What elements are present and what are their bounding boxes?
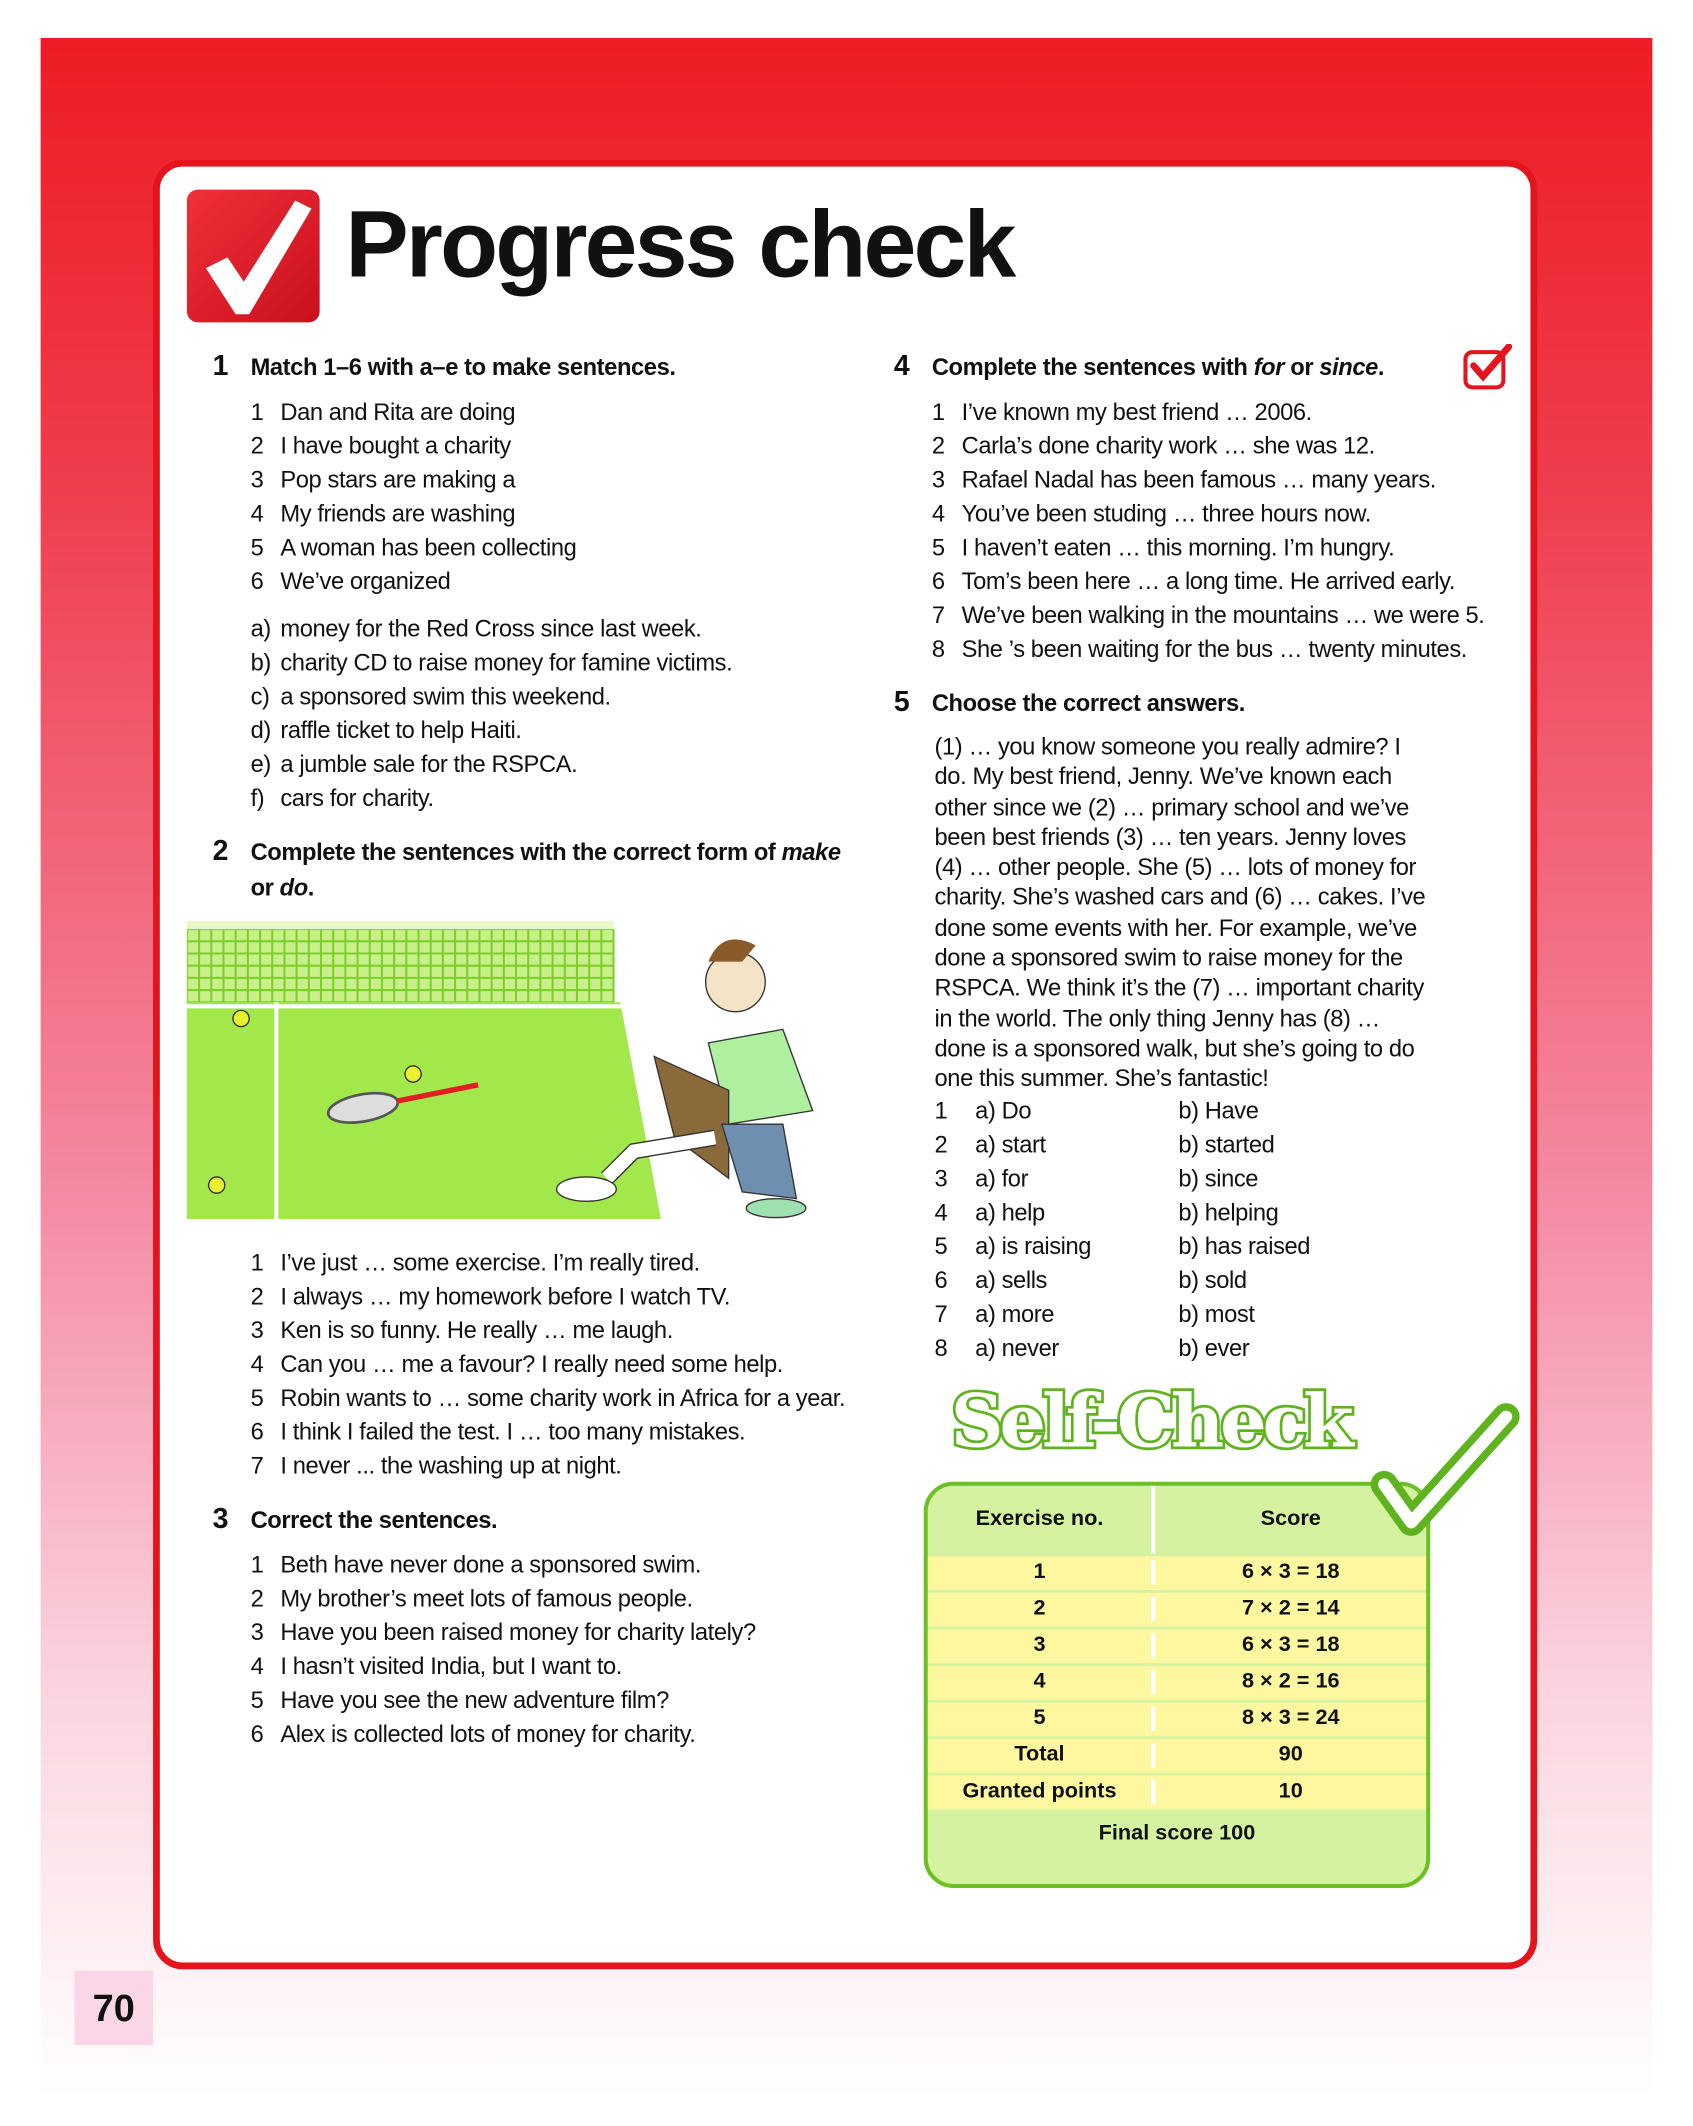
item-number: a) — [250, 614, 271, 642]
exercise-instruction: Correct the sentences. — [250, 1506, 498, 1534]
item-text: a sponsored swim this weekend. — [280, 682, 611, 710]
score-row — [928, 1738, 1426, 1772]
item-text: We’ve been walking in the mountains … we were 5. — [961, 601, 1485, 629]
checkmark-logo-icon — [187, 190, 320, 323]
passage-line: done is a sponsored walk, but she’s going to do — [934, 1034, 1415, 1062]
item-number: 4 — [931, 499, 945, 527]
item-text: I’ve known my best friend … 2006. — [961, 398, 1312, 426]
sentence-ending — [213, 612, 850, 646]
score-row — [928, 1629, 1426, 1663]
item-text: I always … my homework before I watch TV. — [280, 1282, 731, 1310]
item-text: A woman has been collecting — [280, 533, 577, 561]
exercise-number: 1 — [212, 350, 229, 382]
exercise-instruction: Match 1–6 with a–e to make sentences. — [250, 353, 676, 381]
answer-options — [894, 1161, 1520, 1195]
question-number: 2 — [934, 1130, 948, 1158]
item-text: charity CD to raise money for famine victims. — [280, 648, 733, 676]
option-b[interactable]: b) most — [1178, 1299, 1255, 1327]
exercise-1 — [213, 349, 850, 815]
item-text: money for the Red Cross since last week. — [280, 614, 702, 642]
green-checkmark-icon — [1371, 1403, 1520, 1538]
page-number: 70 — [74, 1971, 153, 2045]
item-number: 5 — [250, 533, 264, 561]
passage-line: do. My best friend, Jenny. We’ve known each — [934, 762, 1392, 791]
exercise-instruction: Complete the sentences with the correct form of make or do. — [250, 838, 841, 901]
question-number: 4 — [934, 1198, 948, 1226]
sentence-start — [213, 395, 850, 429]
option-b[interactable]: b) sold — [1178, 1265, 1247, 1293]
item-text: You’ve been studing … three hours now. — [961, 499, 1371, 527]
score-cell: 90 — [1278, 1743, 1303, 1767]
sentence-start — [213, 429, 850, 463]
item-number: 7 — [250, 1451, 264, 1480]
answer-options — [894, 1094, 1520, 1128]
item-number: f) — [250, 784, 265, 812]
item-number: 3 — [250, 1618, 264, 1646]
sentence-item — [213, 1280, 850, 1314]
exercise-number: 5 — [893, 686, 910, 718]
exercise-cell: Granted points — [928, 1780, 1156, 1804]
right-column — [894, 349, 1520, 1887]
exercise-3 — [213, 1502, 850, 1751]
item-text: Carla’s done charity work … she was 12. — [961, 432, 1375, 460]
option-b[interactable]: b) Have — [1178, 1096, 1259, 1124]
item-number: 6 — [250, 567, 264, 595]
exercise-cell: 5 — [928, 1707, 1156, 1731]
option-a[interactable]: a) sells — [975, 1265, 1047, 1293]
item-number: b) — [250, 648, 271, 676]
item-number: d) — [250, 716, 271, 744]
sentence-item — [213, 1717, 850, 1751]
item-text: cars for charity. — [280, 784, 434, 812]
item-text: We’ve organized — [280, 567, 451, 595]
sentence-ending — [213, 748, 850, 782]
score-table — [924, 1481, 1431, 1887]
sentence-item — [894, 429, 1520, 463]
item-number: 1 — [250, 398, 264, 426]
sentence-item — [213, 1246, 850, 1280]
exercise-5 — [894, 685, 1520, 1364]
option-a[interactable]: a) Do — [975, 1096, 1032, 1124]
item-text: She ’s been waiting for the bus … twenty minutes. — [961, 635, 1467, 663]
exercise-number: 4 — [893, 350, 910, 382]
checkbox-tick-icon — [1463, 344, 1514, 390]
score-cell: 7 × 2 = 14 — [1241, 1596, 1340, 1620]
score-cell: 8 × 3 = 24 — [1241, 1706, 1340, 1730]
exercise-instruction: Choose the correct answers. — [931, 689, 1245, 717]
passage-line: done some events with her. For example, we’ve — [934, 913, 1417, 942]
item-text: Have you see the new adventure film? — [280, 1686, 669, 1714]
column-header: Exercise no. — [928, 1485, 1156, 1553]
left-column — [213, 349, 850, 1751]
item-text: Can you … me a favour? I really need some help. — [280, 1350, 783, 1378]
item-number: 4 — [250, 499, 264, 527]
page-title: Progress check — [345, 190, 1014, 297]
score-row — [928, 1702, 1426, 1736]
final-score: Final score 100 — [1098, 1821, 1256, 1845]
question-number: 7 — [934, 1299, 948, 1327]
answer-options — [894, 1195, 1520, 1229]
item-text: My brother’s meet lots of famous people. — [280, 1584, 693, 1612]
score-cell: 8 × 2 = 16 — [1241, 1670, 1340, 1694]
question-number: 1 — [934, 1096, 948, 1124]
question-number: 3 — [934, 1164, 948, 1192]
question-number: 6 — [934, 1265, 948, 1293]
item-number: 6 — [250, 1720, 264, 1748]
sentence-start — [213, 463, 850, 497]
item-text: My friends are washing — [280, 499, 516, 527]
exercise-4 — [894, 349, 1520, 666]
item-text: I hasn’t visited India, but I want to. — [280, 1652, 622, 1680]
passage-line: (1) … you know someone you really admire? I — [934, 732, 1401, 760]
passage-line: done a sponsored swim to raise money for the — [934, 944, 1403, 972]
item-number: 7 — [931, 601, 945, 629]
item-number: c) — [250, 682, 270, 710]
item-text: Dan and Rita are doing — [280, 398, 516, 426]
item-number: 2 — [250, 1584, 264, 1612]
exercise-instruction: Complete the sentences with for or since. — [931, 353, 1385, 381]
item-text: raffle ticket to help Haiti. — [280, 716, 522, 744]
item-text: Robin wants to … some charity work in Africa for a year. — [280, 1384, 846, 1412]
item-text: I haven’t eaten … this morning. I’m hungry. — [961, 533, 1395, 561]
question-number: 5 — [934, 1231, 948, 1259]
answer-options — [894, 1229, 1520, 1263]
item-number: 2 — [931, 432, 945, 460]
item-number: 2 — [250, 1282, 264, 1310]
answer-options — [894, 1331, 1520, 1365]
item-number: 5 — [250, 1686, 264, 1714]
item-number: 5 — [931, 533, 945, 561]
item-number: 1 — [250, 1550, 264, 1578]
item-text: a jumble sale for the RSPCA. — [280, 750, 578, 778]
exercise-cell: Total — [928, 1743, 1156, 1767]
sentence-item — [213, 1582, 850, 1616]
item-number: 2 — [250, 432, 264, 460]
sentence-item — [213, 1548, 850, 1582]
sentence-ending — [213, 714, 850, 748]
self-check-panel — [924, 1375, 1520, 1887]
sentence-start — [213, 565, 850, 599]
item-text: Tom’s been here … a long time. He arrived early. — [961, 567, 1456, 595]
item-number: 5 — [250, 1384, 264, 1412]
sentence-item — [894, 599, 1520, 633]
item-number: 8 — [931, 635, 945, 663]
sentence-item — [213, 1650, 850, 1684]
tennis-illustration — [187, 921, 826, 1222]
exercise-number: 2 — [212, 835, 229, 867]
sentence-item — [213, 1314, 850, 1348]
option-a[interactable]: a) start — [975, 1130, 1046, 1158]
sentence-item — [894, 497, 1520, 531]
item-number: 3 — [250, 1316, 264, 1344]
item-number: 6 — [931, 567, 945, 595]
column-header: Score — [1260, 1506, 1321, 1530]
option-b[interactable]: b) helping — [1178, 1198, 1279, 1226]
question-number: 8 — [934, 1333, 948, 1361]
answer-options — [894, 1297, 1520, 1331]
score-row — [928, 1592, 1426, 1626]
passage-line: been best friends (3) … ten years. Jenny loves — [934, 823, 1406, 851]
item-text: Rafael Nadal has been famous … many years. — [961, 465, 1436, 494]
sentence-item — [213, 1449, 850, 1483]
passage-line: (4) … other people. She (5) … lots of money for — [934, 853, 1417, 881]
sentence-item — [894, 633, 1520, 667]
reading-passage — [894, 731, 1520, 1093]
exercise-2 — [213, 834, 850, 1483]
item-number: 4 — [250, 1652, 264, 1680]
self-check-title: Self-Check — [950, 1376, 1350, 1464]
exercise-number: 3 — [212, 1503, 229, 1535]
option-b[interactable]: b) started — [1178, 1130, 1275, 1158]
score-row — [928, 1665, 1426, 1699]
answer-options — [894, 1263, 1520, 1297]
item-text: I think I failed the test. I … too many mistakes. — [280, 1418, 746, 1446]
item-text: Pop stars are making a — [280, 465, 516, 494]
answer-options — [894, 1128, 1520, 1162]
exercise-cell: 1 — [928, 1560, 1156, 1584]
item-number: 6 — [250, 1418, 264, 1446]
passage-line: other since we (2) … primary school and we’ve — [934, 793, 1409, 821]
sentence-item — [894, 395, 1520, 429]
sentence-item — [213, 1381, 850, 1415]
option-b[interactable]: b) has raised — [1178, 1231, 1311, 1259]
sentence-ending — [213, 781, 850, 815]
item-text: I never ... the washing up at night. — [280, 1451, 622, 1480]
score-cell: 6 × 3 = 18 — [1241, 1633, 1340, 1657]
item-number: 1 — [931, 398, 945, 426]
passage-line: in the world. The only thing Jenny has (8) … — [934, 1004, 1380, 1032]
score-cell: 10 — [1278, 1779, 1303, 1803]
sentence-item — [213, 1616, 850, 1650]
exercise-cell: 2 — [928, 1597, 1156, 1621]
item-number: 1 — [250, 1248, 264, 1276]
sentence-item — [894, 531, 1520, 565]
score-row — [928, 1775, 1426, 1809]
item-text: Beth have never done a sponsored swim. — [280, 1550, 702, 1578]
passage-line: RSPCA. We think it’s the (7) … important charity — [934, 974, 1424, 1002]
sentence-item — [894, 565, 1520, 599]
passage-line: one this summer. She’s fantastic! — [934, 1064, 1269, 1093]
sentence-item — [213, 1348, 850, 1382]
exercise-cell: 4 — [928, 1670, 1156, 1694]
item-number: 3 — [250, 465, 264, 494]
option-b[interactable]: b) since — [1178, 1164, 1259, 1192]
item-number: 4 — [250, 1350, 264, 1378]
item-number: e) — [250, 750, 271, 778]
item-text: I have bought a charity — [280, 432, 511, 460]
item-number: 3 — [931, 465, 945, 494]
sentence-ending — [213, 680, 850, 714]
score-cell: 6 × 3 = 18 — [1241, 1560, 1340, 1584]
sentence-start — [213, 497, 850, 531]
item-text: Ken is so funny. He really … me laugh. — [280, 1316, 673, 1344]
sentence-ending — [213, 646, 850, 680]
sentence-item — [213, 1415, 850, 1449]
item-text: I’ve just … some exercise. I’m really tired. — [280, 1248, 700, 1276]
option-a[interactable]: a) never — [975, 1333, 1059, 1361]
option-b[interactable]: b) ever — [1178, 1333, 1250, 1361]
option-a[interactable]: a) is raising — [975, 1231, 1092, 1259]
sentence-item — [894, 463, 1520, 497]
exercise-cell: 3 — [928, 1633, 1156, 1657]
option-a[interactable]: a) for — [975, 1164, 1029, 1192]
score-row — [928, 1556, 1426, 1590]
sentence-item — [213, 1684, 850, 1718]
sentence-start — [213, 531, 850, 565]
option-a[interactable]: a) more — [975, 1299, 1054, 1327]
passage-line: charity. She’s washed cars and (6) … cakes. I’ve — [934, 883, 1426, 911]
item-text: Alex is collected lots of money for charity. — [280, 1720, 696, 1748]
item-text: Have you been raised money for charity lately? — [280, 1618, 756, 1646]
option-a[interactable]: a) help — [975, 1198, 1045, 1226]
